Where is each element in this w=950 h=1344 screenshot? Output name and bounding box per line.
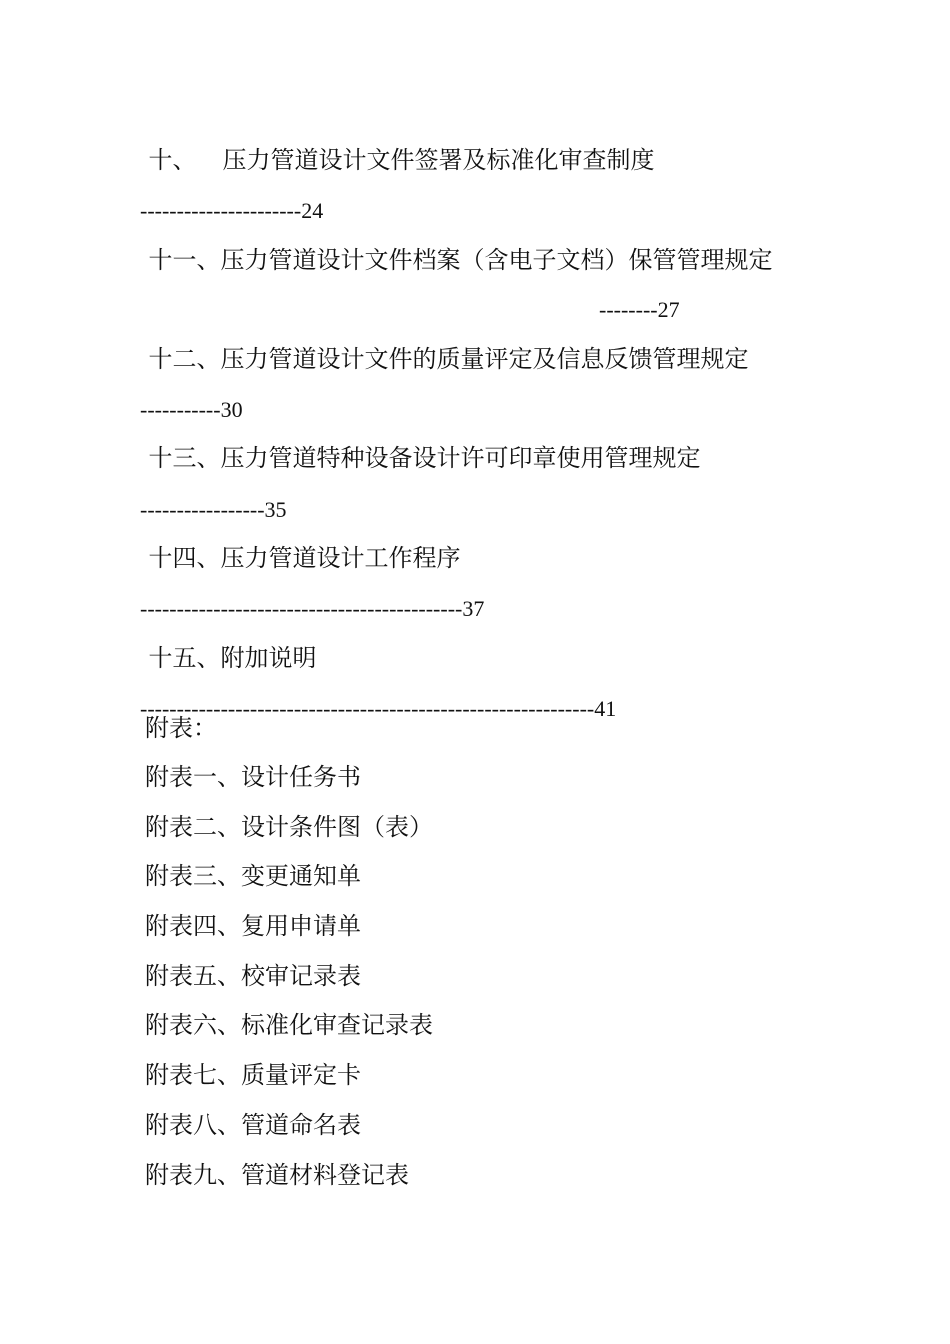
toc-page-number: 37 bbox=[462, 596, 485, 621]
appendix-item: 附表六、标准化审查记录表 bbox=[145, 1011, 433, 1039]
toc-entry-number: 十二、 bbox=[148, 345, 221, 373]
appendix-item: 附表三、变更通知单 bbox=[145, 862, 361, 890]
toc-entry-number: 十四、 bbox=[148, 544, 221, 572]
toc-entry-text: 压力管道设计工作程序 bbox=[220, 544, 461, 572]
toc-entry-number: 十五、 bbox=[148, 644, 221, 672]
toc-page-number: 41 bbox=[594, 696, 617, 721]
toc-entry-text: 压力管道设计文件档案（含电子文档）保管管理规定 bbox=[220, 246, 773, 274]
toc-leader-dots: -------------------------------------------- bbox=[140, 596, 463, 621]
toc-leader-dots: -------- bbox=[599, 297, 658, 322]
appendix-item: 附表九、管道材料登记表 bbox=[145, 1161, 409, 1189]
toc-page-number: 35 bbox=[264, 497, 287, 522]
toc-leader-dots: ----------------- bbox=[140, 497, 265, 522]
toc-entry-number: 十一、 bbox=[148, 246, 221, 274]
appendix-item: 附表七、质量评定卡 bbox=[145, 1061, 361, 1089]
toc-page-number: 24 bbox=[301, 198, 324, 223]
appendix-item: 附表八、管道命名表 bbox=[145, 1111, 361, 1139]
toc-page-number: 30 bbox=[220, 397, 243, 422]
toc-entry-text: 压力管道特种设备设计许可印章使用管理规定 bbox=[220, 444, 701, 472]
appendix-item: 附表五、校审记录表 bbox=[145, 962, 361, 990]
appendix-item: 附表二、设计条件图（表） bbox=[145, 813, 433, 841]
toc-leader-dots: -------------------------------------------------------------- bbox=[140, 696, 595, 721]
appendix-heading: 附表： bbox=[145, 714, 217, 742]
toc-entry-text: 压力管道设计文件签署及标准化审查制度 bbox=[222, 146, 655, 174]
toc-entry-number: 十三、 bbox=[148, 444, 221, 472]
appendix-item: 附表四、复用申请单 bbox=[145, 912, 361, 940]
toc-entry-number: 十、 bbox=[148, 146, 197, 174]
appendix-item: 附表一、设计任务书 bbox=[145, 763, 361, 791]
toc-page-number: 27 bbox=[657, 297, 680, 322]
toc-leader-dots: ---------------------- bbox=[140, 198, 302, 223]
toc-leader-dots: ----------- bbox=[140, 397, 221, 422]
toc-entry-text: 压力管道设计文件的质量评定及信息反馈管理规定 bbox=[220, 345, 749, 373]
toc-entry-text: 附加说明 bbox=[220, 644, 317, 672]
